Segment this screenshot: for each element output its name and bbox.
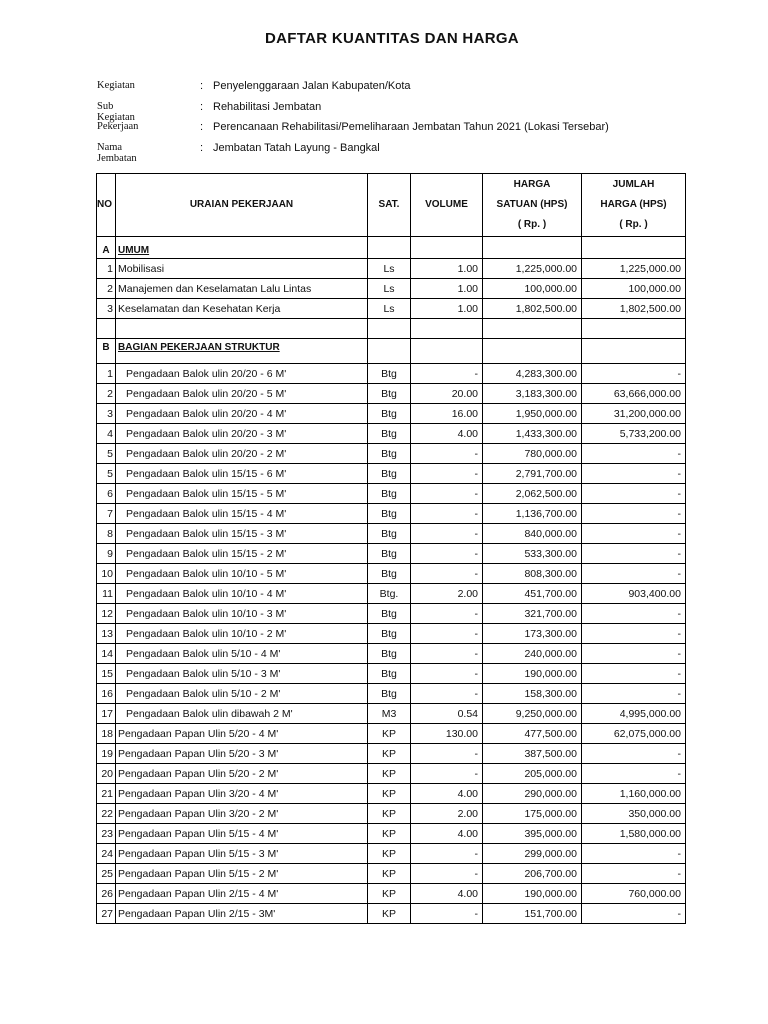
row-volume: -: [411, 764, 483, 784]
row-number: 3: [97, 404, 116, 424]
row-unit-price: 4,283,300.00: [483, 364, 582, 384]
document-title: DAFTAR KUANTITAS DAN HARGA: [265, 30, 519, 47]
row-number: 3: [97, 299, 116, 319]
row-description: Pengadaan Papan Ulin 5/15 - 2 M': [116, 864, 368, 884]
row-volume: 130.00: [411, 724, 483, 744]
section-label: [116, 339, 368, 364]
info-colon: :: [200, 80, 204, 92]
quantity-price-table: [96, 173, 686, 924]
row-number: 17: [97, 704, 116, 724]
table-row: [97, 724, 686, 744]
row-total-price: 31,200,000.00: [582, 404, 686, 424]
row-unit-price: 205,000.00: [483, 764, 582, 784]
row-number: 26: [97, 884, 116, 904]
row-number: 5: [97, 444, 116, 464]
row-unit-price: 451,700.00: [483, 584, 582, 604]
table-row: [97, 279, 686, 299]
info-label: Pekerjaan: [97, 121, 139, 132]
row-volume: 1.00: [411, 299, 483, 319]
row-description: Pengadaan Papan Ulin 3/20 - 4 M': [116, 784, 368, 804]
row-description: Pengadaan Balok ulin 15/15 - 6 M': [116, 464, 368, 484]
row-volume: -: [411, 504, 483, 524]
row-volume: -: [411, 364, 483, 384]
table-row: [97, 444, 686, 464]
row-unit: Btg: [368, 644, 411, 664]
row-unit: Btg: [368, 524, 411, 544]
row-unit-price: 240,000.00: [483, 644, 582, 664]
row-volume: -: [411, 664, 483, 684]
row-unit: Btg: [368, 664, 411, 684]
empty-cell: [411, 237, 483, 259]
header-jumlah-line3: ( Rp. ): [619, 219, 648, 230]
row-total-price: -: [582, 764, 686, 784]
info-label: Sub Kegiatan: [97, 100, 135, 123]
row-description: Pengadaan Balok ulin 15/15 - 3 M': [116, 524, 368, 544]
row-volume: -: [411, 864, 483, 884]
row-total-price: 100,000.00: [582, 279, 686, 299]
row-unit: KP: [368, 744, 411, 764]
table-row: [97, 384, 686, 404]
row-description: Pengadaan Balok ulin 20/20 - 6 M': [116, 364, 368, 384]
row-description: Pengadaan Papan Ulin 5/20 - 2 M': [116, 764, 368, 784]
empty-cell: [483, 319, 582, 339]
empty-cell: [368, 237, 411, 259]
empty-cell: [582, 339, 686, 364]
table-row: [97, 299, 686, 319]
table-row: [97, 684, 686, 704]
table-row: [97, 784, 686, 804]
row-total-price: 903,400.00: [582, 584, 686, 604]
row-description: Pengadaan Balok ulin 10/10 - 4 M': [116, 584, 368, 604]
row-unit-price: 190,000.00: [483, 884, 582, 904]
row-total-price: 5,733,200.00: [582, 424, 686, 444]
table-row: [97, 864, 686, 884]
row-unit-price: 780,000.00: [483, 444, 582, 464]
row-unit: Btg: [368, 684, 411, 704]
table-row: [97, 564, 686, 584]
row-description: Pengadaan Balok ulin 15/15 - 4 M': [116, 504, 368, 524]
row-description: Pengadaan Papan Ulin 5/15 - 3 M': [116, 844, 368, 864]
row-description: Pengadaan Balok ulin 10/10 - 5 M': [116, 564, 368, 584]
row-volume: 1.00: [411, 279, 483, 299]
row-volume: -: [411, 744, 483, 764]
row-total-price: 1,802,500.00: [582, 299, 686, 319]
info-value: Rehabilitasi Jembatan: [213, 100, 322, 113]
row-volume: 0.54: [411, 704, 483, 724]
section-row-a: [97, 237, 686, 259]
row-volume: -: [411, 484, 483, 504]
row-number: 14: [97, 644, 116, 664]
row-total-price: 1,580,000.00: [582, 824, 686, 844]
empty-cell: [483, 237, 582, 259]
row-number: 6: [97, 484, 116, 504]
row-number: 1: [97, 259, 116, 279]
table-header-row: [97, 174, 686, 237]
row-unit: M3: [368, 704, 411, 724]
table-row: [97, 904, 686, 924]
row-description: Pengadaan Papan Ulin 3/20 - 2 M': [116, 804, 368, 824]
row-unit-price: 1,433,300.00: [483, 424, 582, 444]
row-unit: Btg: [368, 404, 411, 424]
table-row: [97, 744, 686, 764]
row-volume: 4.00: [411, 424, 483, 444]
empty-cell: [411, 319, 483, 339]
row-description: Mobilisasi: [116, 259, 368, 279]
info-value: Penyelenggaraan Jalan Kabupaten/Kota: [213, 80, 411, 92]
row-unit: KP: [368, 824, 411, 844]
row-unit-price: 2,791,700.00: [483, 464, 582, 484]
row-number: 21: [97, 784, 116, 804]
row-description: Pengadaan Balok ulin 20/20 - 4 M': [116, 404, 368, 424]
row-unit-price: 1,225,000.00: [483, 259, 582, 279]
row-description: Pengadaan Papan Ulin 2/15 - 4 M': [116, 884, 368, 904]
row-volume: -: [411, 524, 483, 544]
section-row-b: [97, 339, 686, 364]
empty-cell: [483, 339, 582, 364]
row-description: Keselamatan dan Kesehatan Kerja: [116, 299, 368, 319]
header-jumlah-harga: [582, 174, 686, 237]
table-row: [97, 804, 686, 824]
row-number: 19: [97, 744, 116, 764]
row-volume: -: [411, 464, 483, 484]
row-total-price: -: [582, 904, 686, 924]
row-total-price: 760,000.00: [582, 884, 686, 904]
row-number: 16: [97, 684, 116, 704]
row-volume: -: [411, 684, 483, 704]
row-total-price: -: [582, 604, 686, 624]
row-total-price: 1,160,000.00: [582, 784, 686, 804]
row-unit-price: 533,300.00: [483, 544, 582, 564]
table-row: [97, 464, 686, 484]
row-unit: KP: [368, 904, 411, 924]
row-unit-price: 175,000.00: [483, 804, 582, 824]
row-description: Pengadaan Balok ulin 20/20 - 5 M': [116, 384, 368, 404]
row-total-price: -: [582, 544, 686, 564]
row-unit: Btg: [368, 604, 411, 624]
header-harga-line3: ( Rp. ): [517, 219, 547, 230]
row-total-price: -: [582, 504, 686, 524]
table-row: [97, 844, 686, 864]
row-number: 22: [97, 804, 116, 824]
row-total-price: -: [582, 664, 686, 684]
row-unit-price: 206,700.00: [483, 864, 582, 884]
row-unit-price: 840,000.00: [483, 524, 582, 544]
row-total-price: 350,000.00: [582, 804, 686, 824]
table-row: [97, 364, 686, 384]
row-unit-price: 1,802,500.00: [483, 299, 582, 319]
row-total-price: 4,995,000.00: [582, 704, 686, 724]
row-unit-price: 1,950,000.00: [483, 404, 582, 424]
header-harga-satuan: [483, 174, 582, 237]
row-total-price: -: [582, 444, 686, 464]
row-number: 25: [97, 864, 116, 884]
row-unit-price: 151,700.00: [483, 904, 582, 924]
table-row: [97, 424, 686, 444]
row-unit: Btg: [368, 444, 411, 464]
row-volume: 4.00: [411, 784, 483, 804]
row-unit: Btg: [368, 424, 411, 444]
table-row: [97, 584, 686, 604]
row-number: 4: [97, 424, 116, 444]
row-unit: Btg: [368, 564, 411, 584]
row-unit: KP: [368, 804, 411, 824]
row-number: 9: [97, 544, 116, 564]
header-harga-line2: SATUAN (HPS): [496, 199, 568, 210]
row-description: Pengadaan Balok ulin 10/10 - 2 M': [116, 624, 368, 644]
row-total-price: -: [582, 564, 686, 584]
row-total-price: -: [582, 744, 686, 764]
row-description: Pengadaan Balok ulin 15/15 - 2 M': [116, 544, 368, 564]
row-unit: KP: [368, 724, 411, 744]
table-row: [97, 824, 686, 844]
row-unit: Btg: [368, 544, 411, 564]
empty-cell: [411, 339, 483, 364]
row-description: Pengadaan Balok ulin 5/10 - 2 M': [116, 684, 368, 704]
row-unit: KP: [368, 784, 411, 804]
info-colon: :: [200, 141, 204, 154]
row-description: Pengadaan Papan Ulin 5/15 - 4 M': [116, 824, 368, 844]
empty-cell: [116, 319, 368, 339]
table-row: [97, 604, 686, 624]
row-total-price: -: [582, 864, 686, 884]
row-unit: Btg: [368, 464, 411, 484]
row-number: 2: [97, 279, 116, 299]
row-number: 13: [97, 624, 116, 644]
info-colon: :: [200, 100, 204, 113]
table-row: [97, 644, 686, 664]
row-unit-price: 158,300.00: [483, 684, 582, 704]
table-row: [97, 404, 686, 424]
row-volume: 4.00: [411, 824, 483, 844]
row-total-price: -: [582, 644, 686, 664]
section-label: [116, 237, 368, 259]
row-number: 5: [97, 464, 116, 484]
row-number: 20: [97, 764, 116, 784]
row-number: 12: [97, 604, 116, 624]
row-description: Pengadaan Balok ulin 5/10 - 4 M': [116, 644, 368, 664]
row-description: Pengadaan Papan Ulin 2/15 - 3M': [116, 904, 368, 924]
table-row: [97, 544, 686, 564]
row-total-price: -: [582, 524, 686, 544]
header-sat: SAT.: [368, 174, 411, 237]
row-description: Pengadaan Balok ulin dibawah 2 M': [116, 704, 368, 724]
row-unit: Btg: [368, 384, 411, 404]
row-number: 10: [97, 564, 116, 584]
row-volume: 2.00: [411, 804, 483, 824]
row-total-price: -: [582, 464, 686, 484]
row-unit: KP: [368, 844, 411, 864]
header-jumlah-line1: JUMLAH: [612, 179, 655, 190]
row-volume: -: [411, 604, 483, 624]
empty-cell: [368, 319, 411, 339]
info-value: Jembatan Tatah Layung - Bangkal: [213, 141, 380, 154]
section-letter: A: [97, 237, 116, 259]
row-total-price: -: [582, 364, 686, 384]
info-label: Kegiatan: [97, 80, 135, 91]
row-number: 27: [97, 904, 116, 924]
row-volume: -: [411, 544, 483, 564]
row-unit: Btg.: [368, 584, 411, 604]
row-unit: Btg: [368, 504, 411, 524]
row-volume: 16.00: [411, 404, 483, 424]
row-number: 15: [97, 664, 116, 684]
table-row: [97, 524, 686, 544]
row-unit-price: 3,183,300.00: [483, 384, 582, 404]
row-description: Manajemen dan Keselamatan Lalu Lintas: [116, 279, 368, 299]
row-unit: KP: [368, 864, 411, 884]
table-row: [97, 259, 686, 279]
row-volume: -: [411, 904, 483, 924]
table-row: [97, 884, 686, 904]
row-total-price: 1,225,000.00: [582, 259, 686, 279]
header-harga-line1: HARGA: [513, 179, 551, 190]
header-jumlah-line2: HARGA (HPS): [600, 199, 667, 210]
row-unit-price: 9,250,000.00: [483, 704, 582, 724]
row-number: 11: [97, 584, 116, 604]
row-unit-price: 321,700.00: [483, 604, 582, 624]
info-colon: :: [200, 121, 204, 133]
info-label: Nama Jembatan: [97, 141, 137, 164]
table-row: [97, 504, 686, 524]
row-total-price: 63,666,000.00: [582, 384, 686, 404]
header-no: NO: [97, 174, 116, 237]
spacer-row: [97, 319, 686, 339]
row-description: Pengadaan Balok ulin 5/10 - 3 M': [116, 664, 368, 684]
row-unit-price: 477,500.00: [483, 724, 582, 744]
empty-cell: [368, 339, 411, 364]
table-row: [97, 664, 686, 684]
row-unit: KP: [368, 764, 411, 784]
row-description: Pengadaan Balok ulin 15/15 - 5 M': [116, 484, 368, 504]
row-unit-price: 299,000.00: [483, 844, 582, 864]
row-unit: Btg: [368, 364, 411, 384]
row-number: 1: [97, 364, 116, 384]
row-total-price: -: [582, 684, 686, 704]
header-uraian: URAIAN PEKERJAAN: [116, 174, 368, 237]
row-description: Pengadaan Balok ulin 20/20 - 2 M': [116, 444, 368, 464]
row-volume: 20.00: [411, 384, 483, 404]
header-volume: VOLUME: [411, 174, 483, 237]
table-row: [97, 624, 686, 644]
row-unit-price: 387,500.00: [483, 744, 582, 764]
section-label-text: UMUM: [118, 245, 150, 256]
row-volume: -: [411, 564, 483, 584]
row-description: Pengadaan Balok ulin 20/20 - 3 M': [116, 424, 368, 444]
row-total-price: -: [582, 624, 686, 644]
row-unit: Ls: [368, 279, 411, 299]
row-number: 23: [97, 824, 116, 844]
row-number: 8: [97, 524, 116, 544]
table-row: [97, 704, 686, 724]
section-letter: B: [97, 339, 116, 364]
row-unit: Btg: [368, 484, 411, 504]
row-unit-price: 190,000.00: [483, 664, 582, 684]
empty-cell: [582, 319, 686, 339]
row-unit-price: 2,062,500.00: [483, 484, 582, 504]
info-value: Perencanaan Rehabilitasi/Pemeliharaan Jembatan Tahun 2021 (Lokasi Tersebar): [213, 121, 609, 133]
row-unit-price: 395,000.00: [483, 824, 582, 844]
row-unit-price: 100,000.00: [483, 279, 582, 299]
row-volume: -: [411, 644, 483, 664]
row-volume: 4.00: [411, 884, 483, 904]
row-unit-price: 173,300.00: [483, 624, 582, 644]
row-volume: -: [411, 624, 483, 644]
row-volume: 2.00: [411, 584, 483, 604]
row-unit-price: 290,000.00: [483, 784, 582, 804]
row-number: 18: [97, 724, 116, 744]
table-row: [97, 764, 686, 784]
row-volume: -: [411, 444, 483, 464]
row-unit: Ls: [368, 259, 411, 279]
row-number: 2: [97, 384, 116, 404]
empty-cell: [582, 237, 686, 259]
row-unit-price: 808,300.00: [483, 564, 582, 584]
table-body: [97, 237, 686, 924]
row-unit-price: 1,136,700.00: [483, 504, 582, 524]
row-unit: Ls: [368, 299, 411, 319]
empty-cell: [97, 319, 116, 339]
table-row: [97, 484, 686, 504]
section-label-text: BAGIAN PEKERJAAN STRUKTUR: [118, 342, 280, 353]
row-description: Pengadaan Balok ulin 10/10 - 3 M': [116, 604, 368, 624]
row-volume: 1.00: [411, 259, 483, 279]
row-total-price: 62,075,000.00: [582, 724, 686, 744]
row-unit: Btg: [368, 624, 411, 644]
row-description: Pengadaan Papan Ulin 5/20 - 3 M': [116, 744, 368, 764]
row-volume: -: [411, 844, 483, 864]
row-total-price: -: [582, 484, 686, 504]
row-description: Pengadaan Papan Ulin 5/20 - 4 M': [116, 724, 368, 744]
row-number: 24: [97, 844, 116, 864]
row-number: 7: [97, 504, 116, 524]
row-total-price: -: [582, 844, 686, 864]
row-unit: KP: [368, 884, 411, 904]
